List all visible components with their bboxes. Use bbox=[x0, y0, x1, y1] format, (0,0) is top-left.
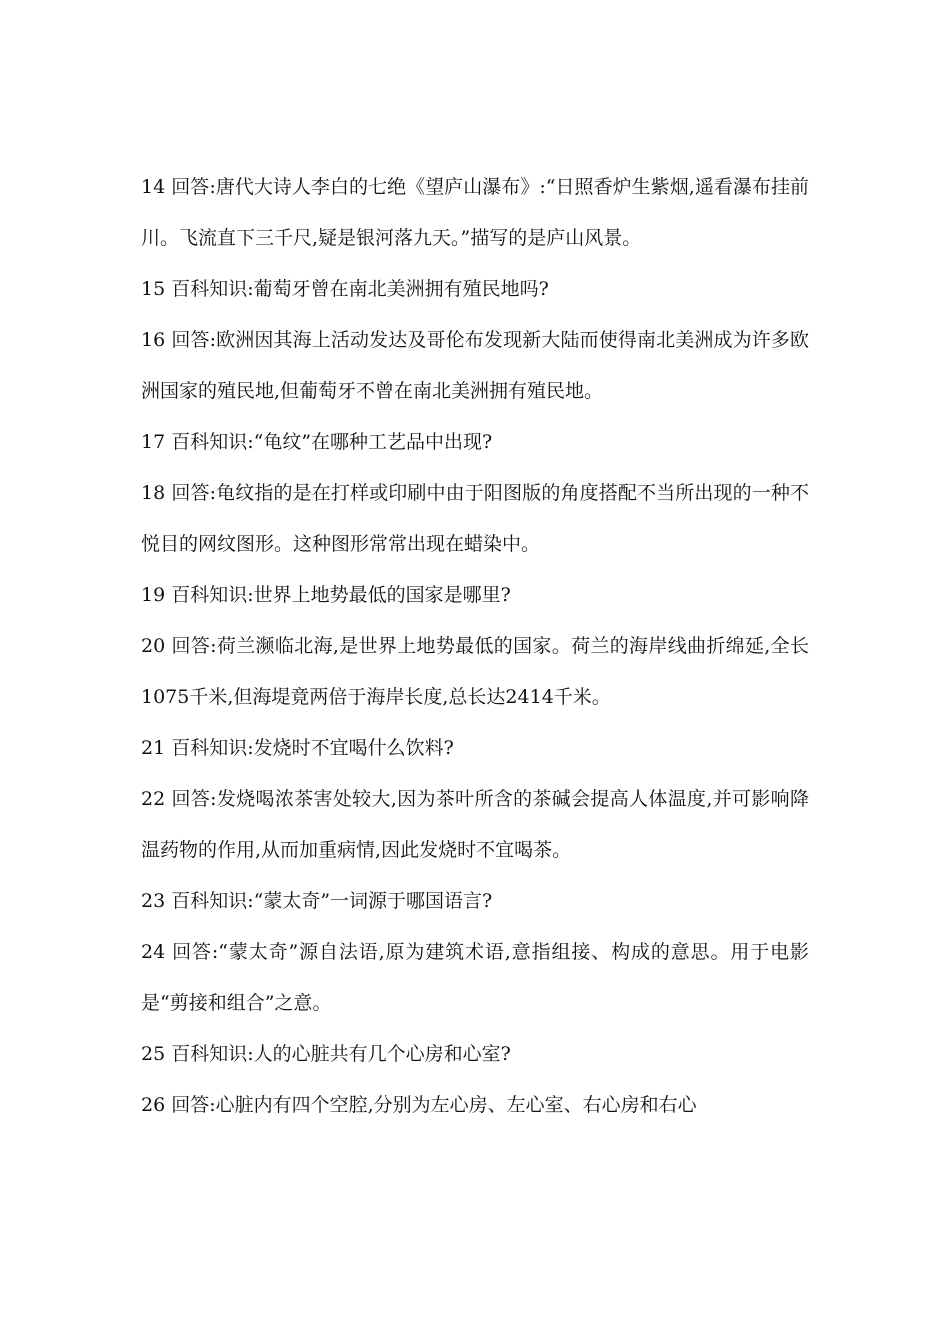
document-body bbox=[141, 162, 809, 1131]
paragraph-q15-question: 15 百科知识:葡萄牙曾在南北美洲拥有殖民地吗? bbox=[141, 278, 549, 300]
paragraph-q18-answer: 18 回答:龟纹指的是在打样或印刷中由于阳图版的角度搭配不当所出现的一种不悦目的网纹图形。这种图形常常出现在蜡染中。 bbox=[141, 482, 809, 555]
paragraph-q22-answer: 22 回答:发烧喝浓茶害处较大,因为茶叶所含的茶碱会提高人体温度,并可影响降温药物的作用,从而加重病情,因此发烧时不宜喝茶。 bbox=[141, 788, 809, 861]
paragraph-q23-question: 23 百科知识:“蒙太奇”一词源于哪国语言? bbox=[141, 890, 493, 912]
paragraph-q24-answer: 24 回答:“蒙太奇”源自法语,原为建筑术语,意指组接、构成的意思。用于电影是“剪接和组合”之意。 bbox=[141, 941, 809, 1014]
paragraph-q14-answer: 14 回答:唐代大诗人李白的七绝《望庐山瀑布》:“日照香炉生紫烟,遥看瀑布挂前川。飞流直下三千尺,疑是银河落九天。”描写的是庐山风景。 bbox=[141, 176, 809, 249]
paragraph-q20-answer: 20 回答:荷兰濒临北海,是世界上地势最低的国家。荷兰的海岸线曲折绵延,全长1075千米,但海堤竟两倍于海岸长度,总长达2414千米。 bbox=[141, 635, 809, 708]
paragraph-q21-question: 21 百科知识:发烧时不宜喝什么饮料? bbox=[141, 737, 454, 759]
paragraph-q25-question: 25 百科知识:人的心脏共有几个心房和心室? bbox=[141, 1043, 511, 1065]
paragraph-q17-question: 17 百科知识:“龟纹”在哪种工艺品中出现? bbox=[141, 431, 493, 453]
paragraph-q16-answer: 16 回答:欧洲因其海上活动发达及哥伦布发现新大陆而使得南北美洲成为许多欧洲国家的殖民地,但葡萄牙不曾在南北美洲拥有殖民地。 bbox=[141, 329, 809, 402]
paragraph-q26-answer: 26 回答:心脏内有四个空腔,分别为左心房、左心室、右心房和右心 bbox=[141, 1094, 697, 1116]
paragraph-q19-question: 19 百科知识:世界上地势最低的国家是哪里? bbox=[141, 584, 511, 606]
